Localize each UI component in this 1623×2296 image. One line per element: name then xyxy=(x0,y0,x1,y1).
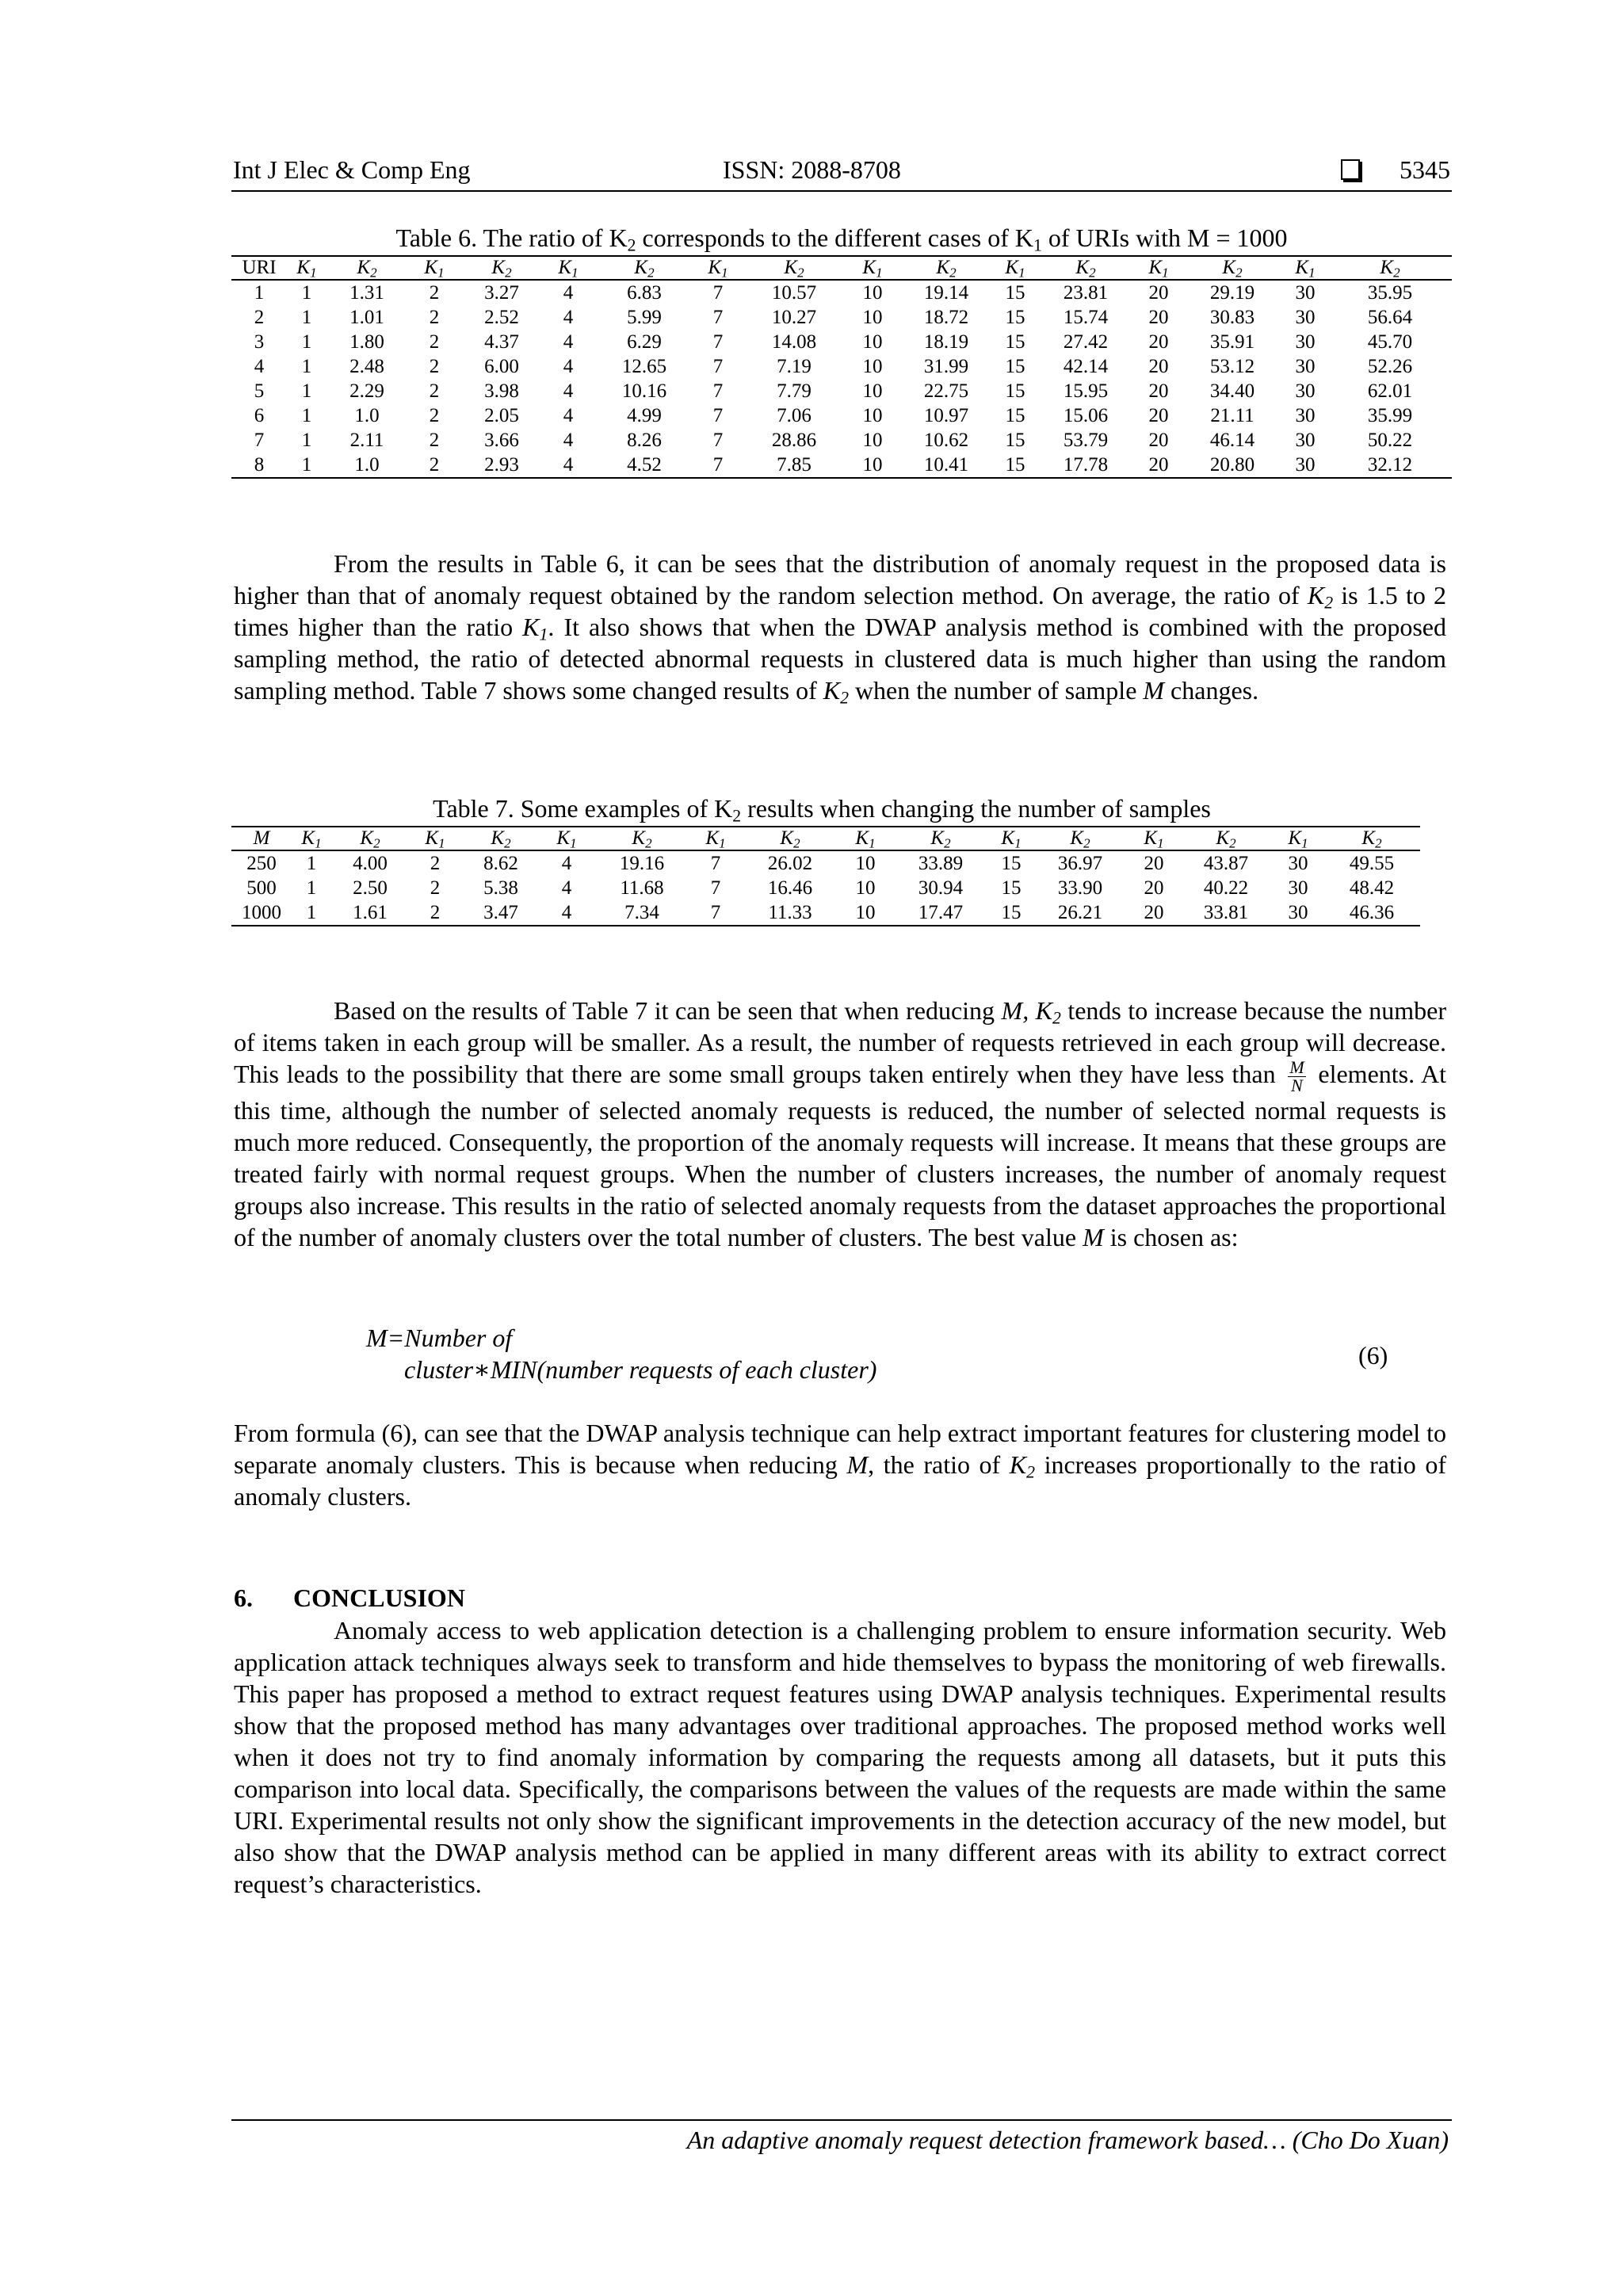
issn: ISSN: 2088-8708 xyxy=(723,155,901,184)
table-cell: 20 xyxy=(1148,330,1169,353)
table-row xyxy=(231,280,1452,305)
table6-header-k2: $K_2$ xyxy=(594,256,694,280)
table-cell: 20 xyxy=(1148,380,1169,402)
table-cell: 20 xyxy=(1148,306,1169,328)
table-cell: 49.55 xyxy=(1349,852,1395,874)
table-cell: 2 xyxy=(407,453,461,478)
table-cell: 2 xyxy=(429,355,440,377)
table-cell: 1 xyxy=(301,429,312,451)
table-cell: 15 xyxy=(1005,429,1025,451)
table-cell: 7.79 xyxy=(777,380,812,402)
table7-header-k2: $K_2$ xyxy=(1179,827,1273,850)
table-cell: 4.52 xyxy=(594,453,694,478)
table6-header-k1: $K_1$ xyxy=(994,256,1037,280)
table-cell: 1 xyxy=(306,877,317,899)
table7 xyxy=(231,826,1420,926)
table-cell: 52.26 xyxy=(1367,355,1413,377)
table-cell: 10 xyxy=(862,281,883,304)
table-cell: 46.36 xyxy=(1323,900,1420,926)
table-cell: 33.90 xyxy=(1057,877,1103,899)
table-cell: 30 xyxy=(1295,306,1316,328)
table-cell: 7 xyxy=(710,852,721,874)
table-cell: 30 xyxy=(1288,877,1308,899)
table-cell: 12.65 xyxy=(621,355,667,377)
table-cell: 10.16 xyxy=(621,380,667,402)
table-cell: 22.75 xyxy=(923,380,969,402)
table-cell: 7 xyxy=(691,900,740,926)
table7-header-k2: $K_2$ xyxy=(331,827,409,850)
table-cell: 1 xyxy=(301,355,312,377)
table-cell: 35.91 xyxy=(1209,330,1255,353)
table-cell: 43.87 xyxy=(1203,852,1249,874)
table-cell: 4 xyxy=(561,877,572,899)
table-row xyxy=(231,330,1452,354)
table-cell: 10.57 xyxy=(771,281,817,304)
table-cell: 10.41 xyxy=(899,453,994,478)
table-cell: 2.05 xyxy=(484,404,519,426)
table7-header-m: M xyxy=(231,827,292,850)
table-cell: 8.62 xyxy=(483,852,518,874)
table6-header-k2: $K_2$ xyxy=(461,256,542,280)
table-cell: 4 xyxy=(563,306,574,328)
table-cell: 2.52 xyxy=(484,306,519,328)
table-cell: 4 xyxy=(563,380,574,402)
table-cell: 32.12 xyxy=(1328,453,1452,478)
fraction-m-over-n: $\frac{M}{N}$ xyxy=(1289,1057,1304,1096)
table-cell: 1 xyxy=(301,330,312,353)
table-cell: 8.26 xyxy=(627,429,662,451)
table-cell: 36.97 xyxy=(1057,852,1103,874)
table-cell: 1.0 xyxy=(327,453,407,478)
table6-caption: Table 6. The ratio of $K_2$ corresponds to the different cases of $K_1$ of URIs with M = 1000 xyxy=(395,223,1288,255)
table-cell: 15 xyxy=(1005,380,1025,402)
table-cell: 1 xyxy=(301,404,312,426)
table7-header-k1: $K_1$ xyxy=(540,827,593,850)
table-cell: 5 xyxy=(254,380,265,402)
table-cell: 5.99 xyxy=(627,306,662,328)
table-cell: 10 xyxy=(855,877,876,899)
table-cell: 11.68 xyxy=(620,877,664,899)
table-cell: 6.00 xyxy=(484,355,519,377)
table-cell: 15.74 xyxy=(1063,306,1109,328)
table-cell: 20 xyxy=(1148,404,1169,426)
table-cell: 20 xyxy=(1148,281,1169,304)
table-cell: 7.85 xyxy=(742,453,846,478)
table-row xyxy=(231,379,1452,403)
table-cell: 42.14 xyxy=(1063,355,1109,377)
table-cell: 1 xyxy=(254,281,265,304)
table-cell: 48.42 xyxy=(1349,877,1395,899)
table-cell: 2 xyxy=(430,852,441,874)
table6-header-k1: $K_1$ xyxy=(1135,256,1182,280)
table-cell: 4 xyxy=(563,330,574,353)
table-cell: 17.78 xyxy=(1037,453,1135,478)
table-row xyxy=(231,305,1452,330)
table-cell: 10 xyxy=(862,306,883,328)
table6-header-k1: $K_1$ xyxy=(1282,256,1328,280)
table-cell: 4 xyxy=(542,453,594,478)
table-cell: 2 xyxy=(429,330,440,353)
table6-header-k1: $K_1$ xyxy=(407,256,461,280)
table-row xyxy=(231,354,1452,379)
table-cell: 19.14 xyxy=(923,281,969,304)
table-cell: 7.19 xyxy=(777,355,812,377)
table-cell: 30.83 xyxy=(1209,306,1255,328)
table-cell: 7 xyxy=(694,453,742,478)
table-cell: 7 xyxy=(254,429,265,451)
table6-header-k1: $K_1$ xyxy=(846,256,899,280)
table-cell: 20 xyxy=(1128,900,1179,926)
table-cell: 15 xyxy=(1001,852,1022,874)
table-cell: 30 xyxy=(1273,900,1323,926)
table-cell: 30 xyxy=(1282,453,1328,478)
table-cell: 27.42 xyxy=(1063,330,1109,353)
table-cell: 2 xyxy=(430,877,441,899)
table-cell: 30 xyxy=(1295,281,1316,304)
table-cell: 1 xyxy=(301,281,312,304)
table-cell: 4 xyxy=(561,852,572,874)
table-cell: 7 xyxy=(712,330,724,353)
table-cell: 40.22 xyxy=(1203,877,1249,899)
table-cell: 56.64 xyxy=(1367,306,1413,328)
table-cell: 21.11 xyxy=(1210,404,1254,426)
table-cell: 45.70 xyxy=(1367,330,1413,353)
table-cell: 23.81 xyxy=(1063,281,1109,304)
checkbox-square-icon xyxy=(1341,159,1360,180)
page-number-group xyxy=(1341,155,1450,185)
table-cell: 10.62 xyxy=(923,429,969,451)
table-cell: 28.86 xyxy=(771,429,817,451)
table-cell: 1 xyxy=(292,900,331,926)
table-cell: 4 xyxy=(563,404,574,426)
table7-header-k1: $K_1$ xyxy=(292,827,331,850)
table-row xyxy=(231,900,1420,926)
table6-header-k1: $K_1$ xyxy=(694,256,742,280)
table7-header-k1: $K_1$ xyxy=(991,827,1032,850)
table6-header-k1: $K_1$ xyxy=(542,256,594,280)
table-cell: 7 xyxy=(712,355,724,377)
table-cell: 6.29 xyxy=(627,330,662,353)
table-cell: 2 xyxy=(429,380,440,402)
table-cell: 30 xyxy=(1295,380,1316,402)
table-cell: 33.89 xyxy=(918,852,964,874)
footer-rule xyxy=(231,2119,1452,2121)
table-cell: 4 xyxy=(563,355,574,377)
table-cell: 15 xyxy=(1001,877,1022,899)
table-cell: 20 xyxy=(1144,877,1164,899)
table6-header-k2: $K_2$ xyxy=(1328,256,1452,280)
table-cell: 1 xyxy=(301,380,312,402)
table-cell: 4 xyxy=(540,900,593,926)
table-row xyxy=(231,876,1420,900)
table-cell: 2.50 xyxy=(353,877,388,899)
table-cell: 10.27 xyxy=(771,306,817,328)
table-cell: 7 xyxy=(712,404,724,426)
table-cell: 26.21 xyxy=(1032,900,1128,926)
table-cell: 15 xyxy=(1005,306,1025,328)
table-cell: 35.99 xyxy=(1367,404,1413,426)
table-cell: 5.38 xyxy=(483,877,518,899)
journal-name: Int J Elec & Comp Eng xyxy=(233,155,471,184)
table-cell: 10 xyxy=(846,453,899,478)
table7-header-k2: $K_2$ xyxy=(1032,827,1128,850)
table-cell: 18.19 xyxy=(923,330,969,353)
table-cell: 2 xyxy=(429,429,440,451)
table-cell: 10 xyxy=(862,404,883,426)
table-cell: 15 xyxy=(1005,330,1025,353)
table-cell: 8 xyxy=(231,453,287,478)
table-cell: 20 xyxy=(1148,355,1169,377)
table-cell: 31.99 xyxy=(923,355,969,377)
table-cell: 3.27 xyxy=(484,281,519,304)
table-cell: 20 xyxy=(1135,453,1182,478)
table6-header-k2: $K_2$ xyxy=(899,256,994,280)
table-cell: 7 xyxy=(712,429,724,451)
table-cell: 2 xyxy=(429,306,440,328)
table6-header-k2: $K_2$ xyxy=(327,256,407,280)
table-cell: 4 xyxy=(254,355,265,377)
table-cell: 3.66 xyxy=(484,429,519,451)
table-cell: 7.34 xyxy=(593,900,691,926)
formula-6: M=Number of cluster∗MIN(number requests of each cluster) xyxy=(366,1324,877,1384)
table-row xyxy=(231,850,1420,876)
table-cell: 30 xyxy=(1295,330,1316,353)
table-cell: 4 xyxy=(563,281,574,304)
conclusion-paragraph: Anomaly access to web application detection is a challenging problem to ensure information security. Web application attack techniques always seek to transform and hide themselves to bypass the monitoring of web firewalls. This paper has proposed a method to extract request features using DWAP analysis techniques. Experimental results show that the proposed method has many advantages over traditional approaches. The proposed method works well when it does not try to find anomaly information by comparing the requests among all datasets, but it puts this comparison into local data. Specifically, the comparisons between the values of the requests are made within the same URI. Experimental results not only show the significant improvements in the detection accuracy of the new model, but also show that the DWAP analysis method can be applied in many different areas with its ability to extract correct request’s characteristics. xyxy=(234,1616,1446,1898)
table-cell: 15 xyxy=(994,453,1037,478)
table-cell: 1 xyxy=(301,306,312,328)
table-row xyxy=(231,428,1452,453)
table-cell: 4 xyxy=(563,429,574,451)
table-cell: 1 xyxy=(287,453,327,478)
paragraph-formula-discussion: From formula (6), can see that the DWAP analysis technique can help extract important features for clustering model to separate anomaly clusters. This is because when reducing M, the ratio of $K_2$ increases proportionally to the ratio of anomaly clusters. xyxy=(234,1419,1447,1511)
table-cell: 1.0 xyxy=(354,404,380,426)
table-cell: 7 xyxy=(710,877,721,899)
table-cell: 14.08 xyxy=(771,330,817,353)
table-cell: 10 xyxy=(855,852,876,874)
table-cell: 3.47 xyxy=(461,900,540,926)
table7-header-k2: $K_2$ xyxy=(740,827,840,850)
equation-number: (6) xyxy=(1358,1341,1388,1370)
table-cell: 62.01 xyxy=(1367,380,1413,402)
table-cell: 10.97 xyxy=(923,404,969,426)
table-cell: 33.81 xyxy=(1179,900,1273,926)
table-cell: 11.33 xyxy=(740,900,840,926)
table-cell: 6 xyxy=(254,404,265,426)
table-cell: 2.48 xyxy=(349,355,384,377)
table-cell: 15.95 xyxy=(1063,380,1109,402)
table6 xyxy=(231,255,1452,479)
table6-header-k2: $K_2$ xyxy=(1182,256,1282,280)
table-cell: 1 xyxy=(306,852,317,874)
table-cell: 10 xyxy=(862,429,883,451)
table-cell: 15 xyxy=(1005,355,1025,377)
table-cell: 53.12 xyxy=(1209,355,1255,377)
table-cell: 2.93 xyxy=(461,453,542,478)
table-cell: 6.83 xyxy=(627,281,662,304)
table-cell: 18.72 xyxy=(923,306,969,328)
table-cell: 16.46 xyxy=(767,877,813,899)
table-cell: 17.47 xyxy=(891,900,991,926)
table-cell: 20 xyxy=(1148,429,1169,451)
table6-header-k2: $K_2$ xyxy=(1037,256,1135,280)
table-cell: 26.02 xyxy=(767,852,813,874)
table7-header-k2: $K_2$ xyxy=(891,827,991,850)
table7-header-k2: $K_2$ xyxy=(593,827,691,850)
table-cell: 46.14 xyxy=(1209,429,1255,451)
table-cell: 1.61 xyxy=(331,900,409,926)
table-cell: 7.06 xyxy=(777,404,812,426)
table-cell: 53.79 xyxy=(1063,429,1109,451)
table6-header-k2: $K_2$ xyxy=(742,256,846,280)
table-cell: 34.40 xyxy=(1209,380,1255,402)
table-cell: 2 xyxy=(254,306,265,328)
table-cell: 30 xyxy=(1295,355,1316,377)
table-cell: 2 xyxy=(409,900,461,926)
table7-header-k1: $K_1$ xyxy=(1273,827,1323,850)
table-cell: 4.37 xyxy=(484,330,519,353)
table6-header-k1: $K_1$ xyxy=(287,256,327,280)
table-cell: 1000 xyxy=(231,900,292,926)
table-cell: 29.19 xyxy=(1209,281,1255,304)
table7-header-k2: $K_2$ xyxy=(1323,827,1420,850)
table-cell: 15.06 xyxy=(1063,404,1109,426)
table-cell: 2 xyxy=(429,281,440,304)
table-cell: 3.98 xyxy=(484,380,519,402)
table-cell: 1.31 xyxy=(349,281,384,304)
table-row xyxy=(231,403,1452,428)
table-cell: 10 xyxy=(862,330,883,353)
table-cell: 19.16 xyxy=(619,852,665,874)
table-cell: 15 xyxy=(1005,404,1025,426)
table-cell: 30 xyxy=(1288,852,1308,874)
table-cell: 7 xyxy=(712,380,724,402)
paragraph-table6-discussion: From the results in Table 6, it can be sees that the distribution of anomaly request in the proposed data is higher than that of anomaly request obtained by the random selection method. On average, the ratio of $K_2$ is 1.5 to 2 times higher than the ratio $K_1$. It also shows that when the DWAP analysis method is combined with the proposed sampling method, the ratio of detected abnormal requests in clustered data is much higher than using the random sampling method. Table 7 shows some changed results of $K_2$ when the number of sample M changes. xyxy=(234,549,1447,708)
table-cell: 35.95 xyxy=(1367,281,1413,304)
table7-caption: Table 7. Some examples of $K_2$ results when changing the number of samples xyxy=(433,794,1211,826)
table-cell: 2.29 xyxy=(349,380,384,402)
table7-header-k1: $K_1$ xyxy=(691,827,740,850)
running-footer: An adaptive anomaly request detection framework based… (Cho Do Xuan) xyxy=(686,2126,1449,2154)
table-cell: 4.00 xyxy=(353,852,388,874)
table-cell: 4.99 xyxy=(627,404,662,426)
table6-header-uri: URI xyxy=(231,256,287,280)
table-cell: 10 xyxy=(862,380,883,402)
table-cell: 15 xyxy=(991,900,1032,926)
table-cell: 7 xyxy=(712,281,724,304)
running-header xyxy=(231,155,1452,192)
table-cell: 1.80 xyxy=(349,330,384,353)
table-cell: 30 xyxy=(1295,404,1316,426)
table-cell: 10 xyxy=(840,900,891,926)
table-cell: 30.94 xyxy=(918,877,964,899)
table-cell: 3 xyxy=(254,330,265,353)
paragraph-table7-discussion: Based on the results of Table 7 it can be seen that when reducing M, $K_2$ tends to increase because the number of items taken in each group will be smaller. As a result, the number of requests retrieved in each group will decrease. This leads to the possibility that there are some small groups taken entirely when they have less than $\frac{M}{N}$ elements. At this time, although the number of selected anomaly requests is reduced, the number of selected normal requests is much more reduced. Consequently, the proportion of the anomaly requests will increase. It means that these groups are treated fairly with normal request groups. When the number of clusters increases, the number of anomaly request groups also increase. This results in the ratio of selected anomaly requests from the dataset approaches the proportional of the number of anomaly clusters over the total number of clusters. The best value M is chosen as: xyxy=(234,996,1447,1252)
page-number: 5345 xyxy=(1400,155,1450,184)
table7-header-k1: $K_1$ xyxy=(409,827,461,850)
table7-header-k2: $K_2$ xyxy=(461,827,540,850)
table-cell: 10 xyxy=(862,355,883,377)
table-cell: 2 xyxy=(429,404,440,426)
table-row xyxy=(231,453,1452,478)
table-cell: 30 xyxy=(1295,429,1316,451)
table-cell: 15 xyxy=(1005,281,1025,304)
table7-header-k1: $K_1$ xyxy=(840,827,891,850)
table-cell: 500 xyxy=(246,877,277,899)
table-cell: 20 xyxy=(1144,852,1164,874)
table-cell: 7 xyxy=(712,306,724,328)
table7-header-k1: $K_1$ xyxy=(1128,827,1179,850)
table-cell: 2.11 xyxy=(349,429,384,451)
section-heading: 6. CONCLUSION xyxy=(234,1584,465,1612)
table-cell: 50.22 xyxy=(1367,429,1413,451)
table-cell: 20.80 xyxy=(1182,453,1282,478)
table-cell: 1.01 xyxy=(349,306,384,328)
table-cell: 250 xyxy=(246,852,277,874)
